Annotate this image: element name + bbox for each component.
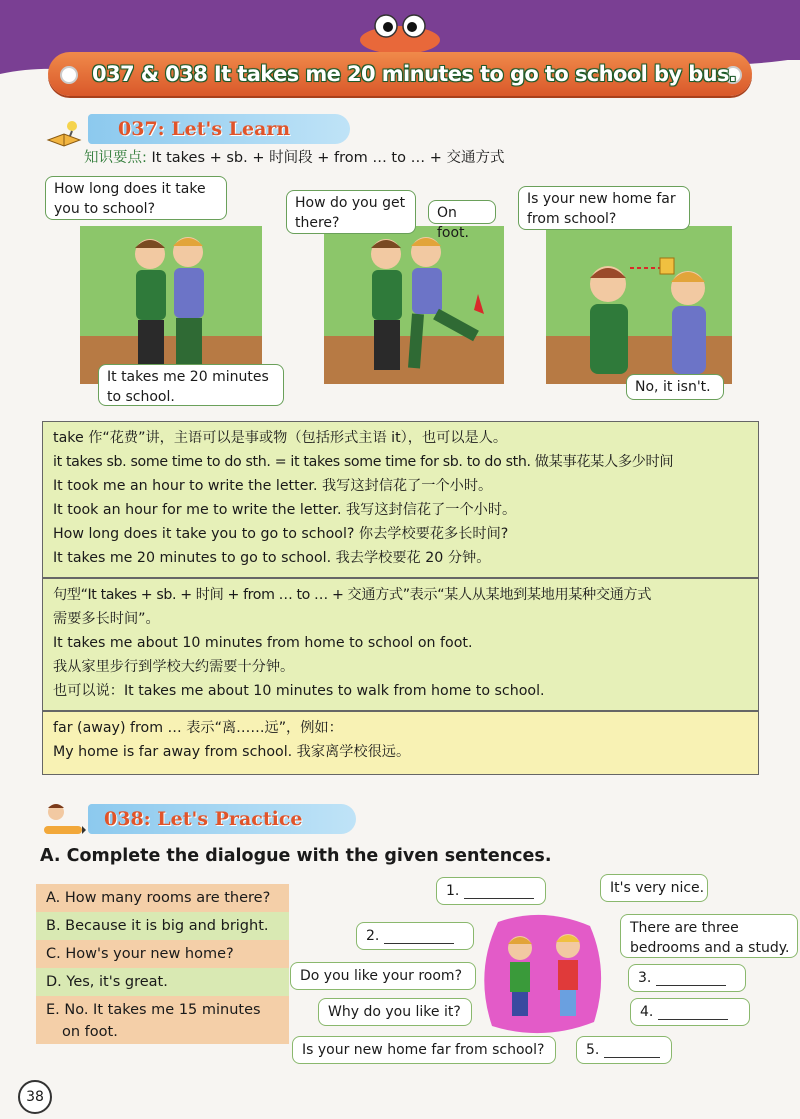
dialogue-line-rooms: There are three bedrooms and a study. — [620, 914, 798, 958]
scene-3-image — [546, 226, 732, 384]
option-e-line: E. No. It takes me 15 minutes — [46, 1002, 261, 1018]
practice-banner-text: 038: Let's Practice — [104, 808, 303, 830]
scene-2-image — [324, 226, 504, 384]
note-line: 需要多长时间”。 — [53, 611, 160, 627]
scene-1-question: How long does it take you to school? — [45, 176, 227, 220]
note-line: It takes me 20 minutes to go to school. 我去学校要花 20 分钟。 — [53, 550, 491, 566]
title-dot-left — [60, 66, 78, 84]
scene-1-image — [80, 226, 262, 384]
scene-3-question: Is your new home far from school? — [518, 186, 690, 230]
option-e-line: on foot. — [62, 1024, 118, 1040]
note-line: It took me an hour to write the letter. 我写这封信花了一个小时。 — [53, 478, 493, 494]
scene-3-answer: No, it isn't. — [626, 374, 724, 400]
book-lamp-icon — [44, 118, 84, 148]
blank-3[interactable]: 3. — [628, 964, 746, 992]
dialogue-line-why: Why do you like it? — [318, 998, 472, 1026]
boys-talking-icon — [560, 238, 728, 384]
key-points-label: 知识要点: — [84, 150, 147, 166]
option-d: D. Yes, it's great. — [36, 968, 289, 996]
scene-2-question: How do you get there? — [286, 190, 416, 234]
note-line: 也可以说：It takes me about 10 minutes to walk from home to school. — [53, 683, 545, 699]
mascot-icon — [356, 6, 444, 52]
two-boys-icon — [110, 232, 230, 382]
blank-5[interactable]: 5. — [576, 1036, 672, 1064]
pencil-girl-icon — [40, 802, 86, 838]
note-line: It took an hour for me to write the letter. 我写这封信花了一个小时。 — [53, 502, 517, 518]
blank-4[interactable]: 4. — [630, 998, 750, 1026]
note-line: How long does it take you to go to school? 你去学校要花多长时间? — [53, 526, 509, 542]
page-title: 037 & 038 It takes me 20 minutes to go to school by bus. — [92, 62, 737, 86]
option-a: A. How many rooms are there? — [36, 884, 289, 912]
note-line: far (away) from … 表示“离……远”，例如： — [53, 720, 343, 736]
note-line: It takes me about 10 minutes from home to school on foot. — [53, 635, 473, 651]
note-line: take 作“花费”讲，主语可以是事或物（包括形式主语 it），也可以是人。 — [53, 430, 508, 446]
boy-walking-icon — [346, 232, 496, 382]
dialogue-line-room: Do you like your room? — [290, 962, 476, 990]
scene-2-answer: On foot. — [428, 200, 496, 224]
page-number: 38 — [18, 1080, 52, 1114]
key-points — [84, 146, 504, 170]
note-line: it takes sb. some time to do sth. = it takes some time for sb. to do sth. 做某事花某人多少时间 — [53, 454, 674, 470]
note-sentence-pattern — [42, 578, 759, 711]
note-line: My home is far away from school. 我家离学校很远。 — [53, 744, 411, 760]
note-line: 句型“It takes + sb. + 时间 + from … to … + 交通方式”表示“某人从某地到某地用某种交通方式 — [53, 587, 651, 603]
learn-banner-text: 037: Let's Learn — [118, 118, 291, 140]
option-c: C. How's your new home? — [36, 940, 289, 968]
dialogue-line-nice: It's very nice. — [600, 874, 708, 902]
exercise-heading: A. Complete the dialogue with the given sentences. — [40, 846, 552, 866]
option-e — [36, 996, 289, 1044]
note-far-from — [42, 711, 759, 775]
kids-illustration — [478, 912, 608, 1040]
blank-1[interactable]: 1. — [436, 877, 546, 905]
option-b: B. Because it is big and bright. — [36, 912, 289, 940]
note-line: 我从家里步行到学校大约需要十分钟。 — [53, 659, 295, 675]
blank-2[interactable]: 2. — [356, 922, 474, 950]
key-points-text: It takes + sb. + 时间段 + from … to … + 交通方式 — [151, 150, 505, 166]
note-take-usage — [42, 421, 759, 578]
dialogue-line-far: Is your new home far from school? — [292, 1036, 556, 1064]
scene-1-answer: It takes me 20 minutes to school. — [98, 364, 284, 406]
